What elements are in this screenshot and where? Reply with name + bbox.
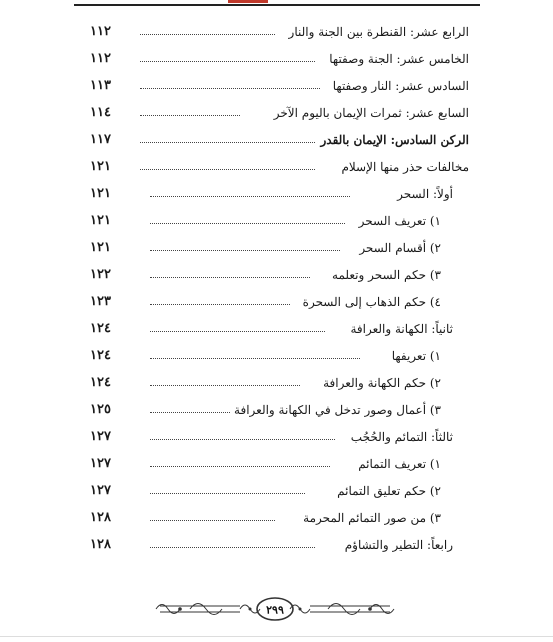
dot-leader [150,385,300,386]
toc-entry[interactable] [0,535,553,555]
toc-entry-title: ١) تعريف التمائم [358,457,441,471]
toc-entry[interactable] [0,319,553,339]
toc-entry-page: ١٢١ [90,186,111,201]
toc-entry-title: السادس عشر: النار وصفتها [332,79,469,93]
dot-leader [140,61,315,62]
dot-leader [150,277,310,278]
top-accent-mark [228,0,268,3]
toc-entry-title: السابع عشر: ثمرات الإيمان باليوم الآخر [273,106,469,120]
toc-entry[interactable] [0,427,553,447]
toc-entry-page: ١٢٧ [90,483,111,498]
toc-entry-title: ٢) أقسام السحر [359,241,441,255]
toc-entry-title: ٢) حكم تعليق التمائم [337,484,441,498]
dot-leader [150,223,345,224]
toc-entry-page: ١٢١ [90,159,111,174]
dot-leader [150,304,290,305]
dot-leader [150,466,330,467]
toc-entry-title: ثالثاً: التمائم والحُجُب [350,430,453,444]
toc-entry-title: الرابع عشر: القنطرة بين الجنة والنار [288,25,469,39]
toc-entry[interactable] [0,400,553,420]
toc-entry-title: أولاً: السحر [397,187,453,201]
toc-entry[interactable] [0,508,553,528]
top-rule [74,4,480,6]
toc-entry-title: ٣) أعمال وصور تدخل في الكهانة والعرافة [234,403,441,417]
toc-entry[interactable] [0,22,553,42]
toc-entry-page: ١٢٧ [90,429,111,444]
dot-leader [140,169,315,170]
toc-entry-page: ١٢٨ [90,537,111,552]
toc-entry[interactable] [0,184,553,204]
dot-leader [150,331,325,332]
dot-leader [150,493,305,494]
toc-entry-page: ١٢٧ [90,456,111,471]
toc-entry-page: ١٢٤ [90,348,111,363]
toc-entry-page: ١٢٢ [90,267,111,282]
toc-entry[interactable] [0,211,553,231]
ornament-icon [150,594,400,624]
toc-entry-title: ١) تعريفها [391,349,441,363]
toc-entry-title: الركن السادس: الإيمان بالقدر [320,133,469,147]
toc-entry-page: ١٢٨ [90,510,111,525]
toc-entry-page: ١١٧ [90,132,111,147]
dot-leader [140,115,240,116]
toc-entry-title: الخامس عشر: الجنة وصفتها [329,52,469,66]
toc-entry-page: ١١٤ [90,105,111,120]
dot-leader [150,520,275,521]
toc-entry-page: ١٢٥ [90,402,111,417]
toc-entry[interactable] [0,373,553,393]
toc-entry-page: ١٢١ [90,213,111,228]
toc-entry-title: ٣) من صور التمائم المحرمة [303,511,441,525]
toc-entry[interactable] [0,346,553,366]
dot-leader [150,196,350,197]
toc-entry-page: ١٢٣ [90,294,111,309]
dot-leader [140,142,315,143]
toc-entry-title: ٣) حكم السحر وتعلمه [332,268,441,282]
dot-leader [150,412,230,413]
toc-entry[interactable] [0,481,553,501]
toc-entry-page: ١٢١ [90,240,111,255]
toc-entry[interactable] [0,130,553,150]
dot-leader [150,547,315,548]
toc-entry[interactable] [0,76,553,96]
toc-entry-title: رابعاً: التطير والتشاؤم [344,538,453,552]
dot-leader [140,34,275,35]
toc-entry-title: مخالفات حذر منها الإسلام [341,160,469,174]
dot-leader [150,439,335,440]
toc-entry[interactable] [0,49,553,69]
toc-entry-title: ٤) حكم الذهاب إلى السحرة [302,295,441,309]
toc-entry-title: ١) تعريف السحر [358,214,441,228]
page-footer-ornament [150,594,400,624]
dot-leader [150,358,360,359]
toc-entry[interactable] [0,157,553,177]
footer-page-number: ٢٩٩ [266,603,284,617]
toc-entry-page: ١١٢ [90,51,111,66]
toc-entry-page: ١١٣ [90,78,111,93]
dot-leader [150,250,340,251]
toc-entry-page: ١١٢ [90,24,111,39]
toc-entry-page: ١٢٤ [90,375,111,390]
dot-leader [140,88,320,89]
toc-entry-page: ١٢٤ [90,321,111,336]
bottom-edge-rule [0,636,553,637]
toc-entry[interactable] [0,292,553,312]
toc-entry-title: ٢) حكم الكهانة والعرافة [323,376,441,390]
toc-entry[interactable] [0,454,553,474]
toc-entry[interactable] [0,103,553,123]
toc-entry[interactable] [0,265,553,285]
toc-entry-title: ثانياً: الكهانة والعرافة [350,322,453,336]
toc-entry[interactable] [0,238,553,258]
